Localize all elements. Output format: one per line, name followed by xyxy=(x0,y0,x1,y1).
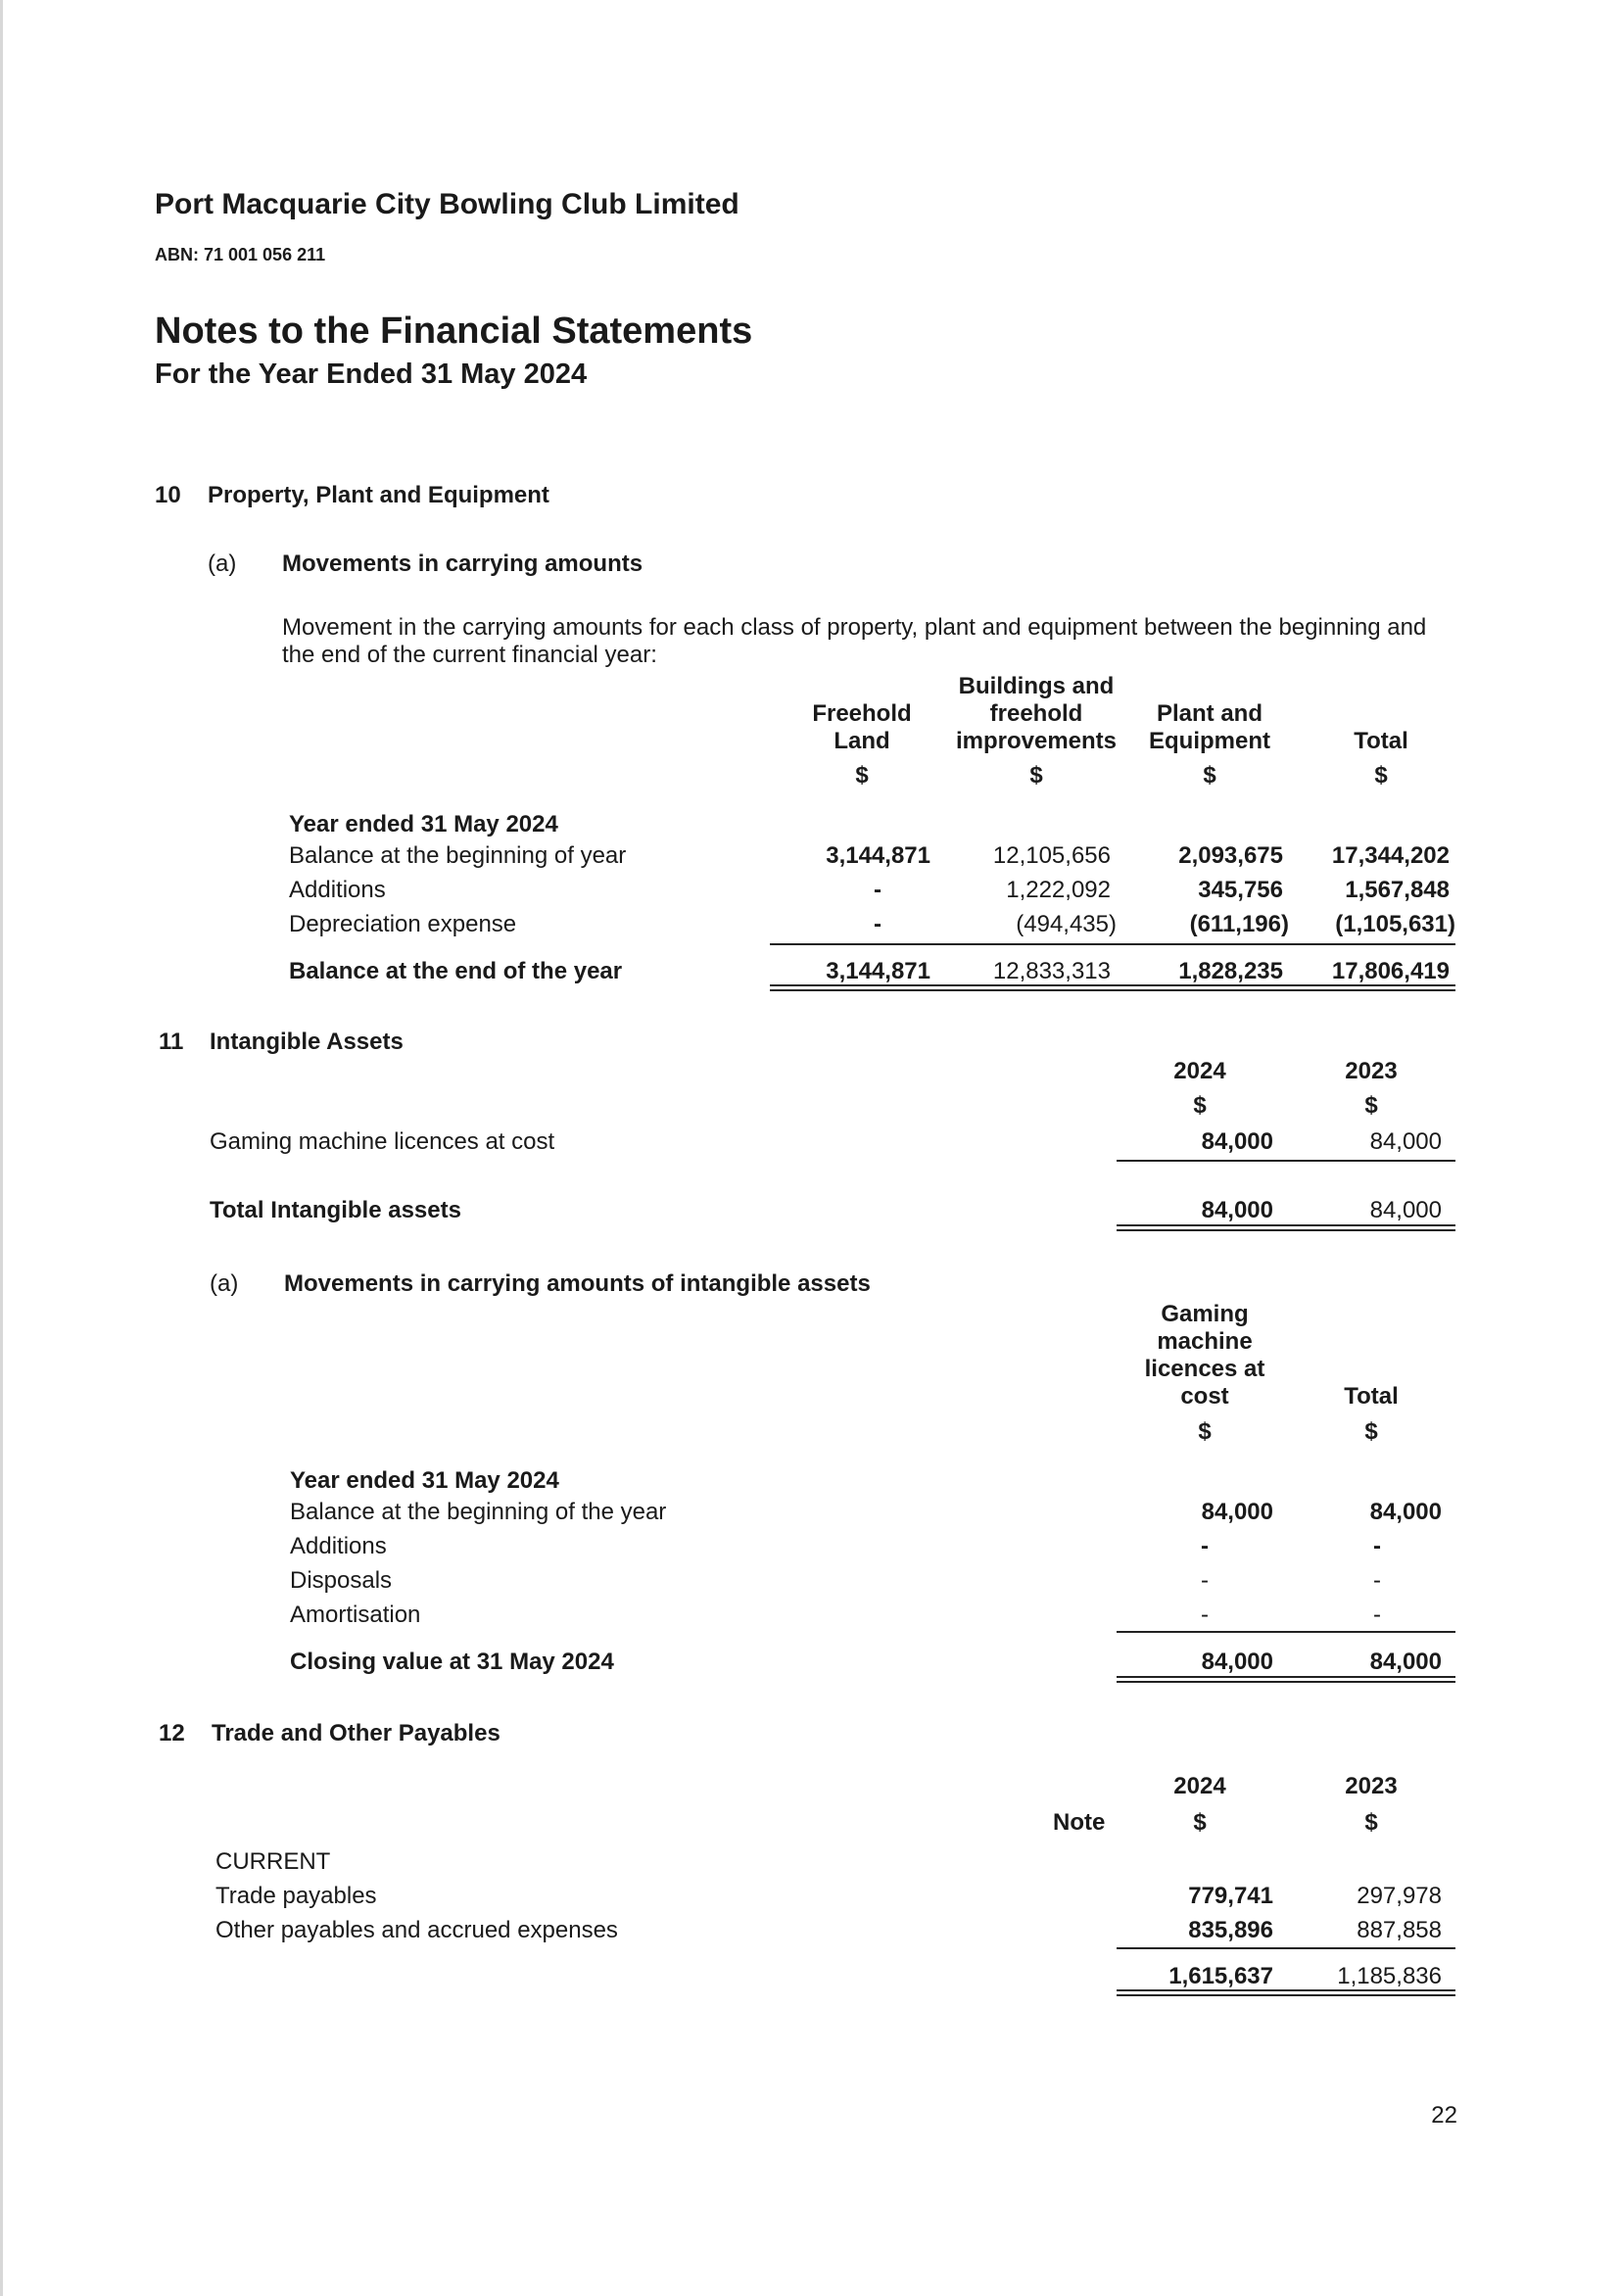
n11a-col2-line1: Total xyxy=(1344,1383,1399,1410)
n10-col2-unit: $ xyxy=(1029,762,1043,789)
note12-number: 12 xyxy=(159,1720,185,1746)
n11-year-2024: 2024 xyxy=(1173,1058,1226,1084)
note10-title: Property, Plant and Equipment xyxy=(208,482,549,508)
n10-col3-unit: $ xyxy=(1203,762,1216,789)
n12-unit-2024: $ xyxy=(1193,1809,1207,1836)
n10-cell: (494,435) xyxy=(1016,911,1117,937)
n11a-row-label: Additions xyxy=(290,1533,387,1559)
n10-cell: 12,105,656 xyxy=(992,842,1111,869)
n10-total-rule-1 xyxy=(770,984,1455,986)
n11-subtotal-rule xyxy=(1117,1160,1455,1162)
n11a-cell: - xyxy=(1373,1567,1381,1594)
n12-row-label: Other payables and accrued expenses xyxy=(215,1917,618,1943)
n12-row-label: Trade payables xyxy=(215,1883,377,1909)
n11a-total-rule-1 xyxy=(1117,1676,1455,1678)
n10-cell: (1,105,631) xyxy=(1335,911,1455,937)
n12-total-rule-2 xyxy=(1117,1994,1455,1996)
n11a-row-label: Disposals xyxy=(290,1567,393,1594)
n11-cell: 84,000 xyxy=(1369,1128,1442,1155)
n10-period-label: Year ended 31 May 2024 xyxy=(289,811,558,837)
n10-cell: 1,222,092 xyxy=(1006,877,1111,903)
n10-cell: 345,756 xyxy=(1198,877,1283,903)
n11-total-cell: 84,000 xyxy=(1369,1197,1442,1223)
n11a-total-cell: 84,000 xyxy=(1369,1649,1442,1675)
n12-cell: 887,858 xyxy=(1357,1917,1442,1943)
n11a-col1-unit: $ xyxy=(1198,1418,1212,1445)
page-title: Notes to the Financial Statements xyxy=(155,311,753,352)
n11-sub-a-label: (a) xyxy=(210,1270,239,1297)
note10-sub-a-label: (a) xyxy=(208,550,237,577)
n12-year-2024: 2024 xyxy=(1173,1773,1226,1799)
n11a-row-label: Balance at the beginning of the year xyxy=(290,1499,667,1525)
n11a-cell: - xyxy=(1201,1533,1209,1559)
n10-total-cell: 17,806,419 xyxy=(1331,958,1450,984)
n11a-cell: - xyxy=(1373,1533,1381,1559)
n11-total-rule-2 xyxy=(1117,1229,1455,1231)
n12-total-cell: 1,185,836 xyxy=(1337,1963,1442,1989)
n10-cell: (611,196) xyxy=(1189,911,1289,937)
note10-intro-line1: Movement in the carrying amounts for each class of property, plant and equipment between the beginning and xyxy=(282,614,1427,641)
page-subtitle: For the Year Ended 31 May 2024 xyxy=(155,359,588,390)
n11a-col-header-total xyxy=(1317,1383,1425,1411)
n11a-col1-line2: machine xyxy=(1157,1328,1253,1355)
n12-cell: 297,978 xyxy=(1357,1883,1442,1909)
n11a-total-label: Closing value at 31 May 2024 xyxy=(290,1649,614,1675)
n10-col-header-buildings xyxy=(938,673,1134,755)
n11-cell: 84,000 xyxy=(1201,1128,1273,1155)
n10-row-label: Additions xyxy=(289,877,386,903)
n12-note-header: Note xyxy=(1053,1809,1106,1836)
n12-section-current: CURRENT xyxy=(215,1848,331,1875)
note11-title: Intangible Assets xyxy=(210,1028,404,1055)
abn: ABN: 71 001 056 211 xyxy=(155,245,326,264)
n12-total-rule-1 xyxy=(1117,1989,1455,1991)
n10-total-rule-2 xyxy=(770,989,1455,991)
n11a-col-header-gaming xyxy=(1117,1301,1293,1411)
n10-row-label: Depreciation expense xyxy=(289,911,517,937)
n12-subtotal-rule xyxy=(1117,1947,1455,1949)
n10-cell: 1,567,848 xyxy=(1345,877,1450,903)
n10-total-cell: 12,833,313 xyxy=(992,958,1111,984)
n10-col2-line2: freehold xyxy=(989,700,1083,727)
n11a-period-label: Year ended 31 May 2024 xyxy=(290,1467,559,1494)
n12-total-cell: 1,615,637 xyxy=(1168,1963,1273,1989)
n10-col-header-plant xyxy=(1126,700,1293,755)
n10-row-label: Balance at the beginning of year xyxy=(289,842,627,869)
n10-cell: - xyxy=(874,877,881,903)
n11-row-label: Gaming machine licences at cost xyxy=(210,1128,555,1155)
note10-sub-a-title: Movements in carrying amounts xyxy=(282,550,643,577)
n10-col2-line3: improvements xyxy=(955,728,1118,754)
n11-sub-a-title: Movements in carrying amounts of intangible assets xyxy=(284,1270,871,1297)
n10-subtotal-rule xyxy=(770,943,1455,945)
n10-cell: 3,144,871 xyxy=(826,842,930,869)
n11a-col1-line1: Gaming xyxy=(1161,1301,1249,1327)
n11a-cell: - xyxy=(1201,1567,1209,1594)
n10-col1-line2: Land xyxy=(834,728,890,754)
n10-cell: 17,344,202 xyxy=(1331,842,1450,869)
n10-col1-unit: $ xyxy=(855,762,869,789)
n11a-subtotal-rule xyxy=(1117,1631,1455,1633)
n10-cell: 2,093,675 xyxy=(1178,842,1283,869)
n11-total-cell: 84,000 xyxy=(1201,1197,1273,1223)
n11a-col1-line3: licences at xyxy=(1144,1356,1265,1382)
company-name: Port Macquarie City Bowling Club Limited xyxy=(155,188,739,220)
n10-col4-line1: Total xyxy=(1354,728,1408,754)
n11a-cell: - xyxy=(1373,1602,1381,1628)
n10-col3-line2: Equipment xyxy=(1149,728,1270,754)
n11a-row-label: Amortisation xyxy=(290,1602,421,1628)
n12-unit-2023: $ xyxy=(1364,1809,1378,1836)
n12-cell: 835,896 xyxy=(1188,1917,1273,1943)
n11-total-label: Total Intangible assets xyxy=(210,1197,461,1223)
n11a-total-rule-2 xyxy=(1117,1681,1455,1683)
n11a-cell: 84,000 xyxy=(1369,1499,1442,1525)
n11a-total-cell: 84,000 xyxy=(1201,1649,1273,1675)
scan-edge xyxy=(0,0,3,2296)
n11a-col1-line4: cost xyxy=(1180,1383,1229,1410)
n11a-cell: 84,000 xyxy=(1201,1499,1273,1525)
note10-number: 10 xyxy=(155,482,181,508)
n10-col4-unit: $ xyxy=(1374,762,1388,789)
n10-col3-line1: Plant and xyxy=(1156,700,1263,727)
n11-unit-2023: $ xyxy=(1364,1092,1378,1119)
page-number: 22 xyxy=(1431,2102,1457,2129)
n10-col1-line1: Freehold xyxy=(812,700,912,727)
n10-col2-line1: Buildings and xyxy=(958,673,1115,699)
n12-year-2023: 2023 xyxy=(1345,1773,1398,1799)
note12-title: Trade and Other Payables xyxy=(212,1720,500,1746)
n10-total-cell: 3,144,871 xyxy=(826,958,930,984)
n10-col-header-freehold-land xyxy=(784,700,940,755)
n10-total-label: Balance at the end of the year xyxy=(289,958,623,984)
n10-cell: - xyxy=(874,911,881,937)
n11-year-2023: 2023 xyxy=(1345,1058,1398,1084)
note10-intro-line2: the end of the current financial year: xyxy=(282,642,657,668)
n12-cell: 779,741 xyxy=(1188,1883,1273,1909)
note11-number: 11 xyxy=(159,1028,184,1055)
n11-total-rule-1 xyxy=(1117,1224,1455,1226)
n10-total-cell: 1,828,235 xyxy=(1178,958,1283,984)
n11-unit-2024: $ xyxy=(1193,1092,1207,1119)
n11a-col2-unit: $ xyxy=(1364,1418,1378,1445)
n10-col-header-total xyxy=(1303,728,1459,755)
n11a-cell: - xyxy=(1201,1602,1209,1628)
